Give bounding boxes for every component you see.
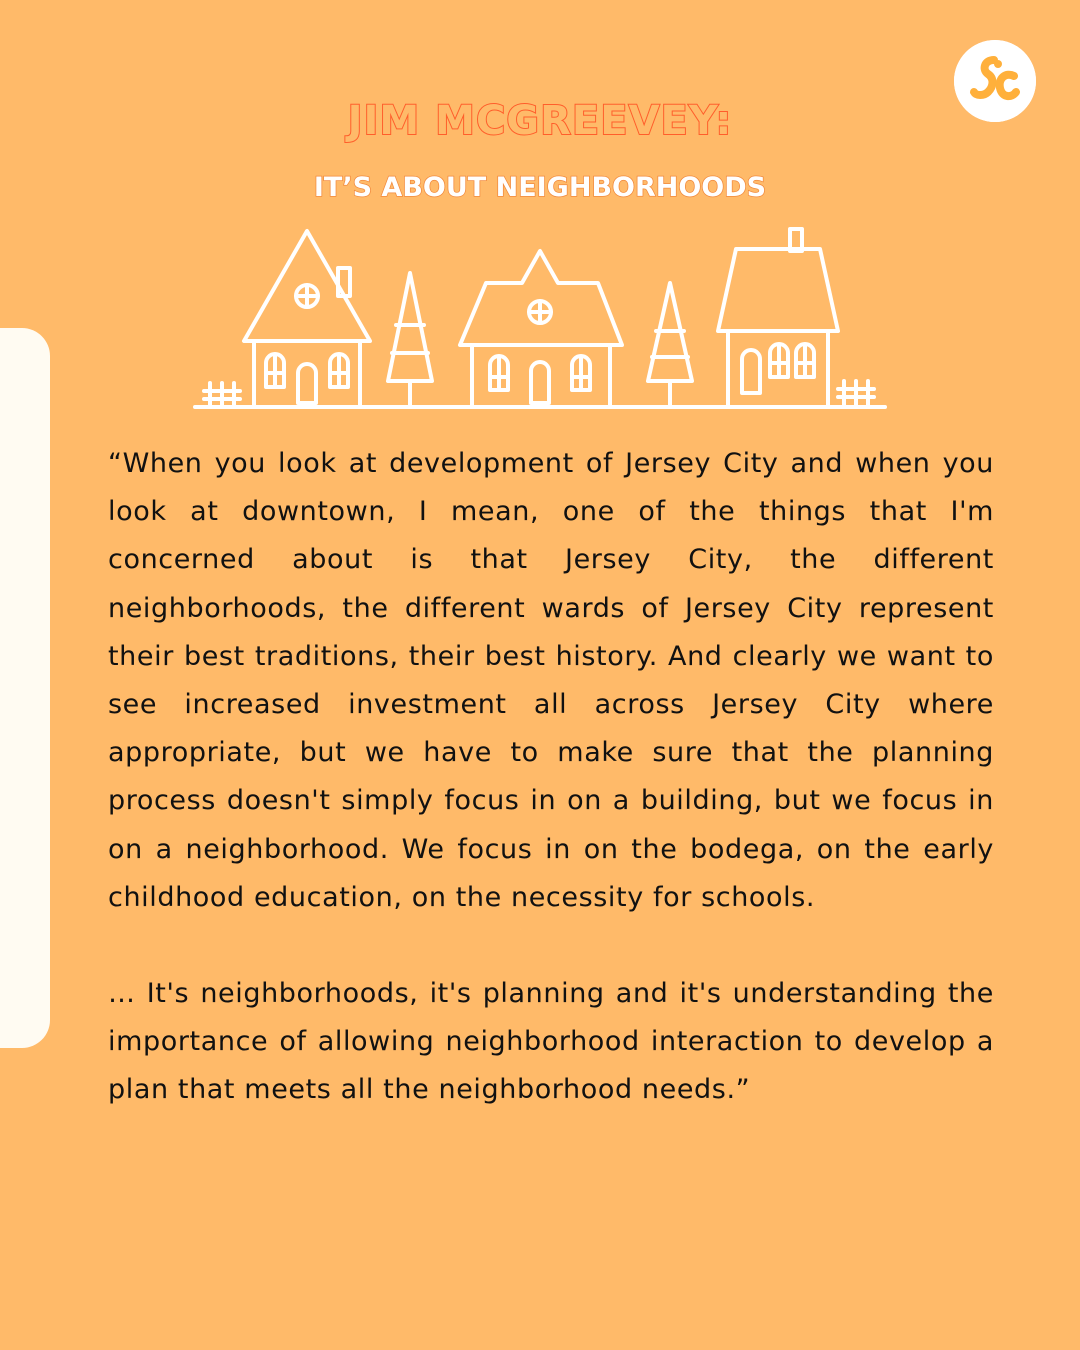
- side-tab-decoration: [0, 328, 50, 1048]
- quote-paragraph-1: “When you look at development of Jersey City and when you look at downtown, I mean, one of the things that I'm concerned about is that Jersey City, the different neighborhoods, the different wards of Jersey City represent their best traditions, their best history. And clearly we want to see increased investment all across Jersey City where appropriate, but we have to make sure that the planning process doesn't simply focus in on a building, but we focus in on a neighborhood. We focus in on the bodega, on the early childhood education, on the necessity for schools.: [108, 448, 994, 913]
- page-subtitle: IT’S ABOUT NEIGHBORHOODS: [313, 172, 767, 203]
- quote-paragraph-2: … It's neighborhoods, it's planning and it's understanding the importance of allowing neighborhood interaction to develop a plan that meets all the neighborhood needs.”: [108, 978, 994, 1106]
- page-title: JIM MCGREEVEY:: [347, 98, 733, 144]
- houses-illustration: [190, 225, 890, 415]
- quote-block: [108, 440, 994, 1115]
